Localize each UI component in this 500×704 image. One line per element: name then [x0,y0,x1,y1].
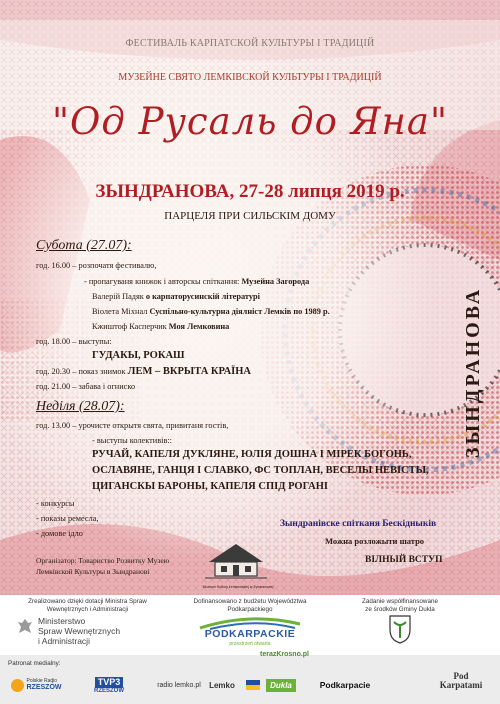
saturday-line-1: год. 16.00 – розпочатя фестивалю, [36,261,157,270]
organizer-line-2: Лемківской Культуры в Зындранові [36,567,150,576]
sponsor-1-text-2: Wewnętrznych i Administracji [46,606,129,613]
tvp3-city: RZESZÓW [94,687,124,694]
festival-line: ФЕСТИВАЛЬ КАРПАТСКОЙ КУЛЬТУРЫ І ТРАДИЦІЙ [125,38,375,49]
teraz-krosno-logo: terazKrosno.pl [260,651,310,658]
polskie-radio-city: RZESZÓW [26,684,62,691]
sunday-heading: Неділя (28.07): [36,399,125,414]
ministry-logo-line-2: Spraw Wewnętrznych [38,626,121,636]
podkarpackie-tagline: przestrzeń otwarta [229,641,271,647]
sponsor-3-text-1: Zadanie współfinansowane [362,598,438,605]
sponsor-2-text-2: Podkarpackiego [227,606,273,613]
sunday-line-1: год. 13.00 – урочисте открытя свята, привитаня гостів, [36,421,229,430]
sunday-performers-3: ЦИГАНСКЫ БАРОНЫ, КАПЕЛЯ СПІД РОГАНІ [92,481,328,492]
saturday-line-3: Валерій Падяк о карпаторусинскій літературі [92,292,260,301]
dukla-coat-of-arms-icon [388,614,412,644]
saturday-heading: Субота (27.07): [36,238,132,253]
dukla-media-text: Dukla [266,679,296,692]
sponsor-1-text-1: Zrealizowano dzięki dotacji Ministra Spraw [28,598,147,605]
saturday-line-6: год. 18.00 – выступы: [36,337,112,346]
sunday-line-6: - конкурсы [36,499,75,508]
pod-karpatami-line-1: Pod [453,671,469,681]
museum-caption: Muzeum Kultury Łemkowskiej w Zyndranowej [202,585,274,589]
polskie-radio-text: Polskie Radio [26,678,58,684]
tvp3-logo [88,672,130,698]
tvp3-text: TVP3 [95,677,124,688]
dukla-media-logo [255,672,307,698]
radio-lemko-logo: radio lemko.pl [157,681,201,689]
saturday-line-4: Віолета Міхнал Суспільно-культурна діялніст Лемків по 1989 р. [92,307,330,316]
media-patrons-label: Patronat medialny: [8,660,61,667]
organizer-line-1: Організатор: Товариство Розвитку Музею [36,556,170,565]
podkarpacie-logo: Podkarpacie [319,680,371,690]
ministry-eagle-icon [17,617,33,637]
event-subtitle: МУЗЕЙНЕ СВЯТО ЛЕМКІВСКОЙ КУЛЬТУРЫ І ТРАДИЦІЙ [118,72,382,83]
sunday-performers-1: РУЧАЙ, КАПЕЛЯ ДУКЛЯНЕ, ЮЛІЯ ДОШНА І МІРЕК БОГОНЬ, [92,449,412,460]
saturday-performers: ГУДАКЫ, РОКАШ [92,350,185,361]
sunday-line-8: - домове ідло [36,529,83,538]
event-venue: ПАРЦЕЛЯ ПРИ СИЛЬСКІМ ДОМУ [164,210,336,222]
sponsor-2-text-1: Dofinansowano z budżetu Województwa [193,598,307,605]
saturday-line-2: - пропагуваня книжок і авторскы спіткання: Музейна Загорода [84,277,310,286]
right-info-line-2: Можна розложыти шатро [325,536,425,546]
sponsor-3-text-2: ze środków Gminy Dukla [365,606,435,613]
ministry-logo-line-3: i Administracji [38,636,90,646]
sunday-line-7: - показы ремесла, [36,514,99,523]
pod-karpatami-line-2: Karpatami [439,680,483,690]
right-info-free-entry: ВІЛНЫЙ ВСТУП [365,555,443,565]
ministry-logo-line-1: Ministerstwo [38,616,86,626]
sunday-line-2: - выступы колективів:: [92,436,172,445]
lemko-tv-logo: Lemko [209,680,235,690]
vertical-village-name: ЗЫНДРАНОВА [462,286,484,459]
right-info-line-1: Зындранівске спітканя Бескідныків [280,519,437,529]
pod-karpatami-logo [430,664,492,698]
museum-house-sketch-icon [205,540,267,582]
saturday-line-5: Кжиштоф Каспeрчик Моя Лемковина [92,322,230,331]
saturday-line-8: год. 20.30 – показ знимок ЛЕМ – ВКРЫТА КРАЇНА [36,366,252,377]
sunday-performers-2: ОСЛАВЯНЕ, ГАНЦЯ І СЛАВКО, ФС ТОПЛАН, ВЕСЕЛЫ НЕВІСТЫ, [92,465,429,476]
polskie-radio-icon [11,679,24,692]
event-date: ЗЫНДРАНОВА, 27-28 липця 2019 р. [95,181,405,202]
polskie-radio-logo [6,672,66,698]
saturday-line-9: год. 21.00 – забава і огниско [36,382,136,391]
podkarpackie-logo: PODKARPACKIE [204,628,296,640]
event-title: "Од Русаль до Яна" [52,100,448,143]
